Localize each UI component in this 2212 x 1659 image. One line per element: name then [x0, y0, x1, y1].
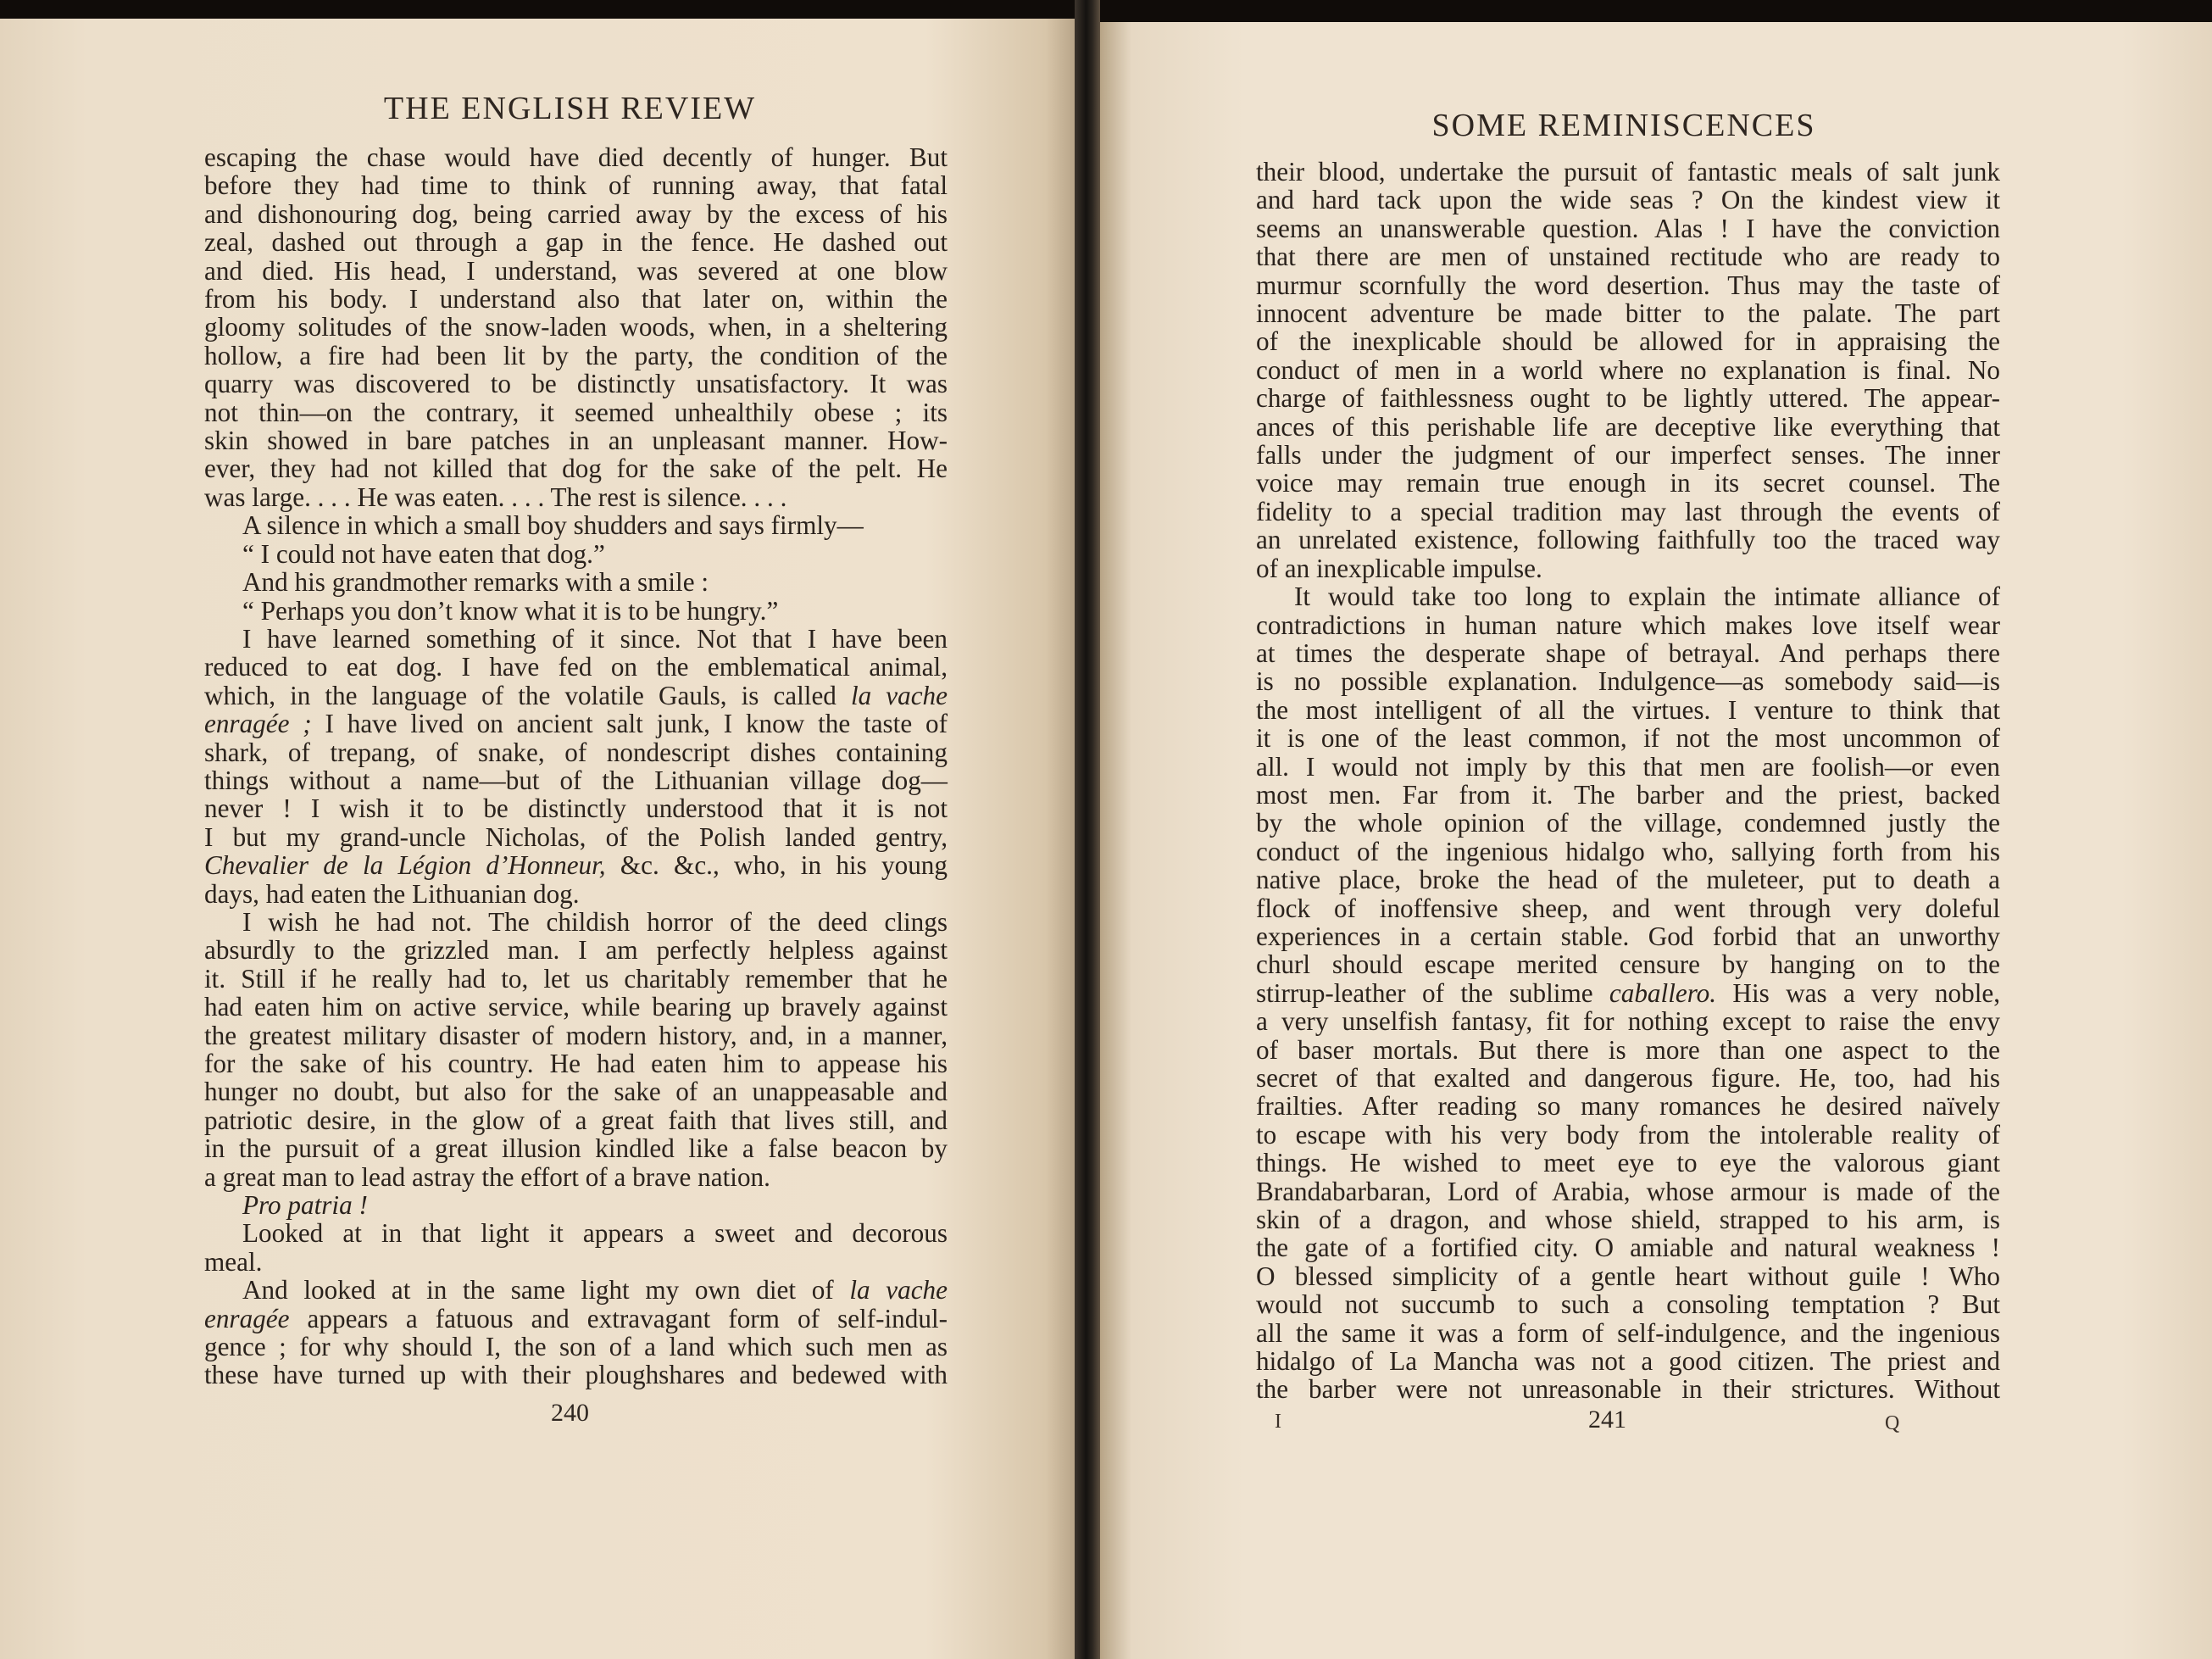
line-text: and died. His head, I understand, was severed at one blow	[204, 255, 948, 286]
text-line	[204, 285, 948, 313]
line-text: from his body. I understand also that later on, within the	[204, 284, 948, 315]
text-line	[204, 794, 948, 822]
italic-text: Chevalier de la Légion d’Honneur,	[204, 850, 606, 881]
page-number-right: 241	[1588, 1406, 1626, 1434]
line-text: a great man to lead astray the effort of a brave nation.	[204, 1161, 770, 1192]
line-text: an unrelated existence, following faithfully too the traced way	[1256, 525, 2000, 555]
line-text: a very unselfish fantasy, fit for nothing except to raise the envy	[1256, 1006, 2000, 1037]
text-line	[204, 851, 948, 879]
line-text: days, had eaten the Lithuanian dog.	[204, 878, 580, 909]
line-text: hollow, a fire had been lit by the party, the condition of the	[204, 340, 948, 370]
text-line	[204, 766, 948, 794]
line-text: skin of a dragon, and whose shield, strapped to his arm, is	[1256, 1205, 2000, 1235]
line-text: absurdly to the grizzled man. I am perfectly helpless against	[204, 935, 948, 966]
line-text: fidelity to a special tradition may last through the events of	[1256, 496, 2000, 526]
text-line	[1256, 214, 2000, 242]
line-text: flock of inoffensive sheep, and went through very doleful	[1256, 893, 2000, 923]
line-text: murmur scornfully the word desertion. Thus may the taste of	[1256, 270, 2000, 300]
text-line	[204, 313, 948, 341]
italic-text: enragée ;	[204, 709, 312, 739]
text-line	[1256, 554, 2000, 582]
text-line	[204, 1022, 948, 1049]
line-text: their blood, undertake the pursuit of fantastic meals of salt junk	[1256, 157, 2000, 186]
text-line	[1256, 1036, 2000, 1064]
text-line	[1256, 1177, 2000, 1205]
text-line	[204, 710, 948, 738]
line-text: patriotic desire, in the glow of a great faith that lives still, and	[204, 1105, 948, 1135]
left-page-body	[204, 143, 948, 1389]
text-line	[204, 880, 948, 908]
text-line	[1256, 894, 2000, 922]
line-text: secret of that exalted and dangerous figure. He, too, had his	[1256, 1063, 2000, 1093]
text-line	[204, 936, 948, 964]
line-text: it is one of the least common, if not the most uncommon of	[1256, 723, 2000, 754]
text-line	[1256, 639, 2000, 667]
text-line	[204, 426, 948, 454]
text-line	[1256, 753, 2000, 781]
text-line	[204, 342, 948, 370]
text-line	[204, 653, 948, 681]
text-line	[1256, 611, 2000, 639]
italic-text: enragée	[204, 1303, 290, 1333]
text-line	[204, 483, 948, 511]
line-text: I but my grand-uncle Nicholas, of the Polish landed gentry,	[204, 821, 948, 852]
text-line	[204, 370, 948, 398]
text-line	[1256, 271, 2000, 299]
text-line	[204, 398, 948, 426]
line-text: &c. &c., who, in his young	[605, 850, 948, 881]
line-text: which, in the language of the volatile Gauls, is called	[204, 680, 851, 710]
text-line	[204, 511, 948, 539]
line-text: things. He wished to meet eye to eye the valorous giant	[1256, 1148, 2000, 1178]
line-text: O blessed simplicity of a gentle heart without guile ! Who	[1256, 1261, 2000, 1291]
text-line	[1256, 1205, 2000, 1233]
text-line	[1256, 582, 2000, 610]
running-header-right: SOME REMINISCENCES	[1431, 108, 1816, 143]
text-line	[1256, 1121, 2000, 1149]
line-text: is no possible explanation. Indulgence—as somebody said—is	[1256, 666, 2000, 697]
text-line	[204, 1077, 948, 1105]
text-line	[204, 257, 948, 285]
text-line	[1256, 1092, 2000, 1120]
line-text: for the sake of his country. He had eaten him to appease his	[204, 1049, 948, 1078]
book-gutter	[1075, 0, 1100, 1659]
line-text: conduct of men in a world where no explanation is final. No	[1256, 354, 2000, 385]
line-text: churl should escape merited censure by hanging on to the	[1256, 949, 2000, 980]
text-line	[204, 908, 948, 936]
text-line	[1256, 724, 2000, 752]
text-line	[1256, 299, 2000, 327]
text-line	[1256, 781, 2000, 809]
line-text: native place, broke the head of the muleteer, put to death a	[1256, 865, 2000, 895]
line-text: gloomy solitudes of the snow-laden woods, when, in a sheltering	[204, 312, 948, 342]
line-text: the gate of a fortified city. O amiable and natural weakness !	[1256, 1233, 2000, 1263]
text-line	[1256, 327, 2000, 355]
line-text: It would take too long to explain the intimate alliance of	[1294, 582, 2000, 612]
text-line	[1256, 922, 2000, 950]
text-line	[1256, 1319, 2000, 1347]
page-number-left: 240	[551, 1399, 589, 1427]
line-text: of baser mortals. But there is more than one aspect to the	[1256, 1034, 2000, 1065]
line-text: And looked at in the same light my own diet of	[242, 1275, 850, 1305]
line-text: frailties. After reading so many romances he desired naïvely	[1256, 1091, 2000, 1122]
text-line	[204, 1333, 948, 1361]
line-text: falls under the judgment of our imperfect senses. The inner	[1256, 440, 2000, 470]
line-text: And his grandmother remarks with a smile :	[242, 567, 709, 598]
line-text: appears a fatuous and extravagant form of self-indul-	[289, 1303, 948, 1333]
italic-text: caballero.	[1609, 977, 1717, 1008]
line-text: the most intelligent of all the virtues. I venture to think that	[1256, 694, 2000, 725]
text-line	[204, 625, 948, 653]
line-text: hunger no doubt, but also for the sake of an unappeasable and	[204, 1077, 948, 1107]
text-line	[204, 1106, 948, 1134]
line-text: never ! I wish it to be distinctly understood that it is not	[204, 793, 948, 824]
text-line	[204, 568, 948, 596]
text-line	[1256, 1262, 2000, 1290]
text-line	[204, 1191, 948, 1219]
text-line	[1256, 979, 2000, 1007]
right-page	[1087, 22, 2212, 1659]
line-text: quarry was discovered to be distinctly unsatisfactory. It was	[204, 369, 948, 399]
right-page-body	[1256, 158, 2000, 1404]
left-page	[0, 19, 1089, 1659]
line-text: stirrup-leather of the sublime	[1256, 977, 1609, 1008]
line-text: all the same it was a form of self-indulgence, and the ingenious	[1256, 1317, 2000, 1348]
line-text: at times the desperate shape of betrayal. And perhaps there	[1256, 637, 2000, 668]
text-line	[1256, 1007, 2000, 1035]
text-line	[1256, 1064, 2000, 1092]
line-text: “ I could not have eaten that dog.”	[242, 538, 605, 569]
line-text: would not succumb to such a consoling temptation ? But	[1256, 1289, 2000, 1320]
text-line	[1256, 441, 2000, 469]
text-line	[1256, 1233, 2000, 1261]
line-text: and dishonouring dog, being carried away by the excess of his	[204, 198, 948, 229]
text-line	[1256, 1149, 2000, 1177]
text-line	[204, 1305, 948, 1333]
text-line	[1256, 469, 2000, 497]
text-line	[204, 1219, 948, 1247]
text-line	[1256, 1347, 2000, 1375]
text-line	[1256, 667, 2000, 695]
line-text: I have learned something of it since. Not that I have been	[242, 623, 948, 654]
text-line	[1256, 866, 2000, 894]
line-text: shark, of trepang, of snake, of nondescript dishes containing	[204, 737, 948, 767]
line-text: Looked at in that light it appears a sweet and decorous	[242, 1218, 948, 1249]
line-text: hidalgo of La Mancha was not a good citizen. The priest and	[1256, 1346, 2000, 1377]
line-text: “ Perhaps you don’t know what it is to be hungry.”	[242, 595, 779, 626]
signature-mark-right: Q	[1885, 1412, 1900, 1434]
line-text: contradictions in human nature which makes love itself wear	[1256, 610, 2000, 640]
line-text: A silence in which a small boy shudders and says firmly—	[242, 510, 864, 541]
text-line	[204, 965, 948, 993]
line-text: it. Still if he really had to, let us charitably remember that he	[204, 963, 948, 994]
line-text: Brandabarbaran, Lord of Arabia, whose armour is made of the	[1256, 1176, 2000, 1206]
text-line	[1256, 1375, 2000, 1403]
text-line	[1256, 498, 2000, 526]
line-text: was large. . . . He was eaten. . . . The rest is silence. . . .	[204, 482, 787, 512]
text-line	[204, 171, 948, 199]
text-line	[1256, 242, 2000, 270]
line-text: experiences in a certain stable. God forbid that an unworthy	[1256, 921, 2000, 951]
signature-mark-left: I	[1275, 1411, 1281, 1433]
text-line	[204, 540, 948, 568]
text-line	[204, 1049, 948, 1077]
line-text: escaping the chase would have died decently of hunger. But	[204, 142, 948, 172]
line-text: had eaten him on active service, while bearing up bravely against	[204, 992, 948, 1022]
running-header-left: THE ENGLISH REVIEW	[383, 91, 757, 126]
line-text: by the whole opinion of the village, condemned justly the	[1256, 808, 2000, 838]
line-text: and hard tack upon the wide seas ? On the kindest view it	[1256, 185, 2000, 215]
line-text: most men. Far from it. The barber and the priest, backed	[1256, 779, 2000, 810]
text-line	[1256, 838, 2000, 866]
line-text: in the pursuit of a great illusion kindled like a false beacon by	[204, 1133, 948, 1164]
line-text: all. I would not imply by this that men are foolish—or even	[1256, 751, 2000, 782]
text-line	[1256, 384, 2000, 412]
line-text: not thin—on the contrary, it seemed unhealthily obese ; its	[204, 397, 948, 427]
line-text: I wish he had not. The childish horror of the deed clings	[242, 906, 948, 937]
text-line	[204, 1163, 948, 1191]
italic-text: la vache	[849, 1275, 948, 1305]
text-line	[1256, 158, 2000, 186]
text-line	[204, 1134, 948, 1162]
text-line	[204, 738, 948, 766]
text-line	[1256, 356, 2000, 384]
text-line	[204, 200, 948, 228]
text-line	[204, 1248, 948, 1276]
text-line	[1256, 413, 2000, 441]
line-text: zeal, dashed out through a gap in the fence. He dashed out	[204, 227, 948, 258]
line-text: I have lived on ancient salt junk, I know the taste of	[311, 709, 948, 739]
text-line	[204, 1361, 948, 1389]
line-text: the greatest military disaster of modern history, and, in a manner,	[204, 1020, 948, 1050]
line-text: skin showed in bare patches in an unpleasant manner. How-	[204, 426, 948, 456]
line-text: innocent adventure be made bitter to the palate. The part	[1256, 298, 2000, 329]
line-text: voice may remain true enough in its secret counsel. The	[1256, 468, 2000, 498]
line-text: ever, they had not killed that dog for the sake of the pelt. He	[204, 454, 948, 484]
line-text: of an inexplicable impulse.	[1256, 553, 1542, 583]
text-line	[204, 1276, 948, 1304]
line-text: that there are men of unstained rectitude who are ready to	[1256, 242, 2000, 272]
line-text: to escape with his very body from the intolerable reality of	[1256, 1119, 2000, 1150]
line-text: ances of this perishable life are deceptive like everything that	[1256, 411, 2000, 442]
text-line	[204, 143, 948, 171]
line-text: these have turned up with their ploughshares and bedewed with	[204, 1360, 948, 1390]
text-line	[204, 228, 948, 256]
line-text: of the inexplicable should be allowed for in appraising the	[1256, 326, 2000, 357]
text-line	[204, 682, 948, 710]
text-line	[1256, 950, 2000, 978]
line-text: charge of faithlessness ought to be lightly uttered. The appear-	[1256, 383, 2000, 414]
line-text: gence ; for why should I, the son of a land which such men as	[204, 1332, 948, 1362]
italic-text: Pro patria !	[242, 1190, 368, 1221]
text-line	[204, 597, 948, 625]
italic-text: la vache	[850, 680, 948, 710]
text-line	[1256, 696, 2000, 724]
text-line	[1256, 186, 2000, 214]
line-text: meal.	[204, 1246, 263, 1277]
text-line	[1256, 809, 2000, 837]
text-line	[1256, 526, 2000, 554]
line-text: reduced to eat dog. I have fed on the emblematical animal,	[204, 652, 948, 682]
text-line	[1256, 1290, 2000, 1318]
line-text: seems an unanswerable question. Alas ! I have the conviction	[1256, 213, 2000, 243]
line-text: things without a name—but of the Lithuanian village dog—	[204, 765, 948, 795]
line-text: the barber were not unreasonable in their strictures. Without	[1256, 1374, 2000, 1405]
text-line	[204, 993, 948, 1021]
line-text: His was a very noble,	[1716, 977, 2001, 1008]
line-text: conduct of the ingenious hidalgo who, sallying forth from his	[1256, 836, 2000, 866]
line-text: before they had time to think of running away, that fatal	[204, 170, 948, 201]
text-line	[204, 823, 948, 851]
text-line	[204, 454, 948, 482]
